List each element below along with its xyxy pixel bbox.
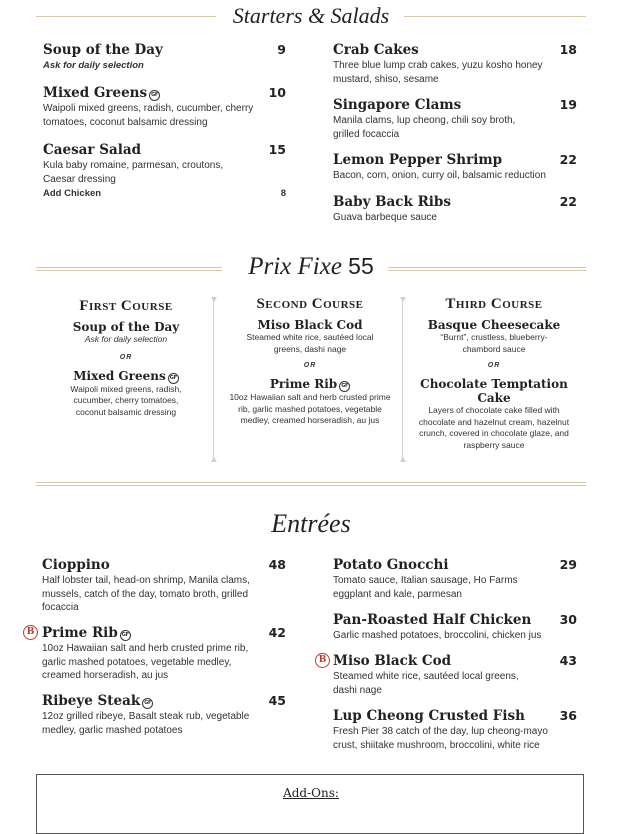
item-price: 29 bbox=[559, 557, 577, 572]
item-name-row bbox=[42, 693, 286, 709]
item-price: 22 bbox=[559, 152, 577, 167]
item-price: 19 bbox=[559, 97, 577, 112]
item-name-row bbox=[43, 85, 286, 101]
course-option-name: Chocolate Temptation Cake bbox=[420, 377, 568, 405]
menu-item-pan-roasted-half-chicken bbox=[333, 612, 577, 643]
item-name: Potato Gnocchi bbox=[333, 557, 449, 573]
item-desc: 12oz grilled ribeye, Basalt steak rub, vegetable medley, garlic mashed potatoes bbox=[42, 711, 250, 736]
course-option-name: Soup of the Day bbox=[72, 320, 180, 334]
item-price: 43 bbox=[559, 653, 577, 668]
course-option-name: Mixed Greens bbox=[73, 368, 166, 383]
course-option-desc: 10oz Hawaiian salt and herb crusted prime rib, garlic mashed potatoes, vegetable medley, creamed horseradish, au jus bbox=[229, 392, 391, 425]
gf-icon: GF bbox=[149, 90, 160, 101]
course-option-name-row bbox=[226, 377, 394, 392]
add-chicken-row bbox=[43, 188, 286, 199]
gf-icon: GF bbox=[120, 630, 131, 641]
item-desc: Ask for daily selection bbox=[43, 60, 144, 71]
item-price: 45 bbox=[268, 693, 286, 708]
item-price: 9 bbox=[277, 42, 286, 57]
menu-item-prime-rib bbox=[42, 625, 286, 683]
item-price: 30 bbox=[559, 612, 577, 627]
item-name: Prime Rib bbox=[42, 625, 118, 641]
second-course-column bbox=[226, 296, 394, 427]
course-option-name: Miso Black Cod bbox=[257, 318, 363, 332]
addons-title: Add-Ons: bbox=[283, 786, 339, 800]
item-desc: Half lobster tail, head-on shrimp, Manila clams, mussels, catch of the day, tomato broth, grilled focaccia bbox=[42, 575, 250, 613]
gf-icon: GF bbox=[168, 373, 179, 384]
item-price: 22 bbox=[559, 194, 577, 209]
prixfixe-title bbox=[0, 253, 622, 281]
course-option-desc: “Burnt”, crustless, blueberry-chambord sauce bbox=[440, 332, 548, 354]
item-price: 48 bbox=[268, 557, 286, 572]
item-name: Singapore Clams bbox=[333, 97, 462, 113]
gf-icon: GF bbox=[339, 381, 350, 392]
course-option-name-row bbox=[52, 369, 200, 384]
item-price: 15 bbox=[268, 142, 286, 157]
item-name: Caesar Salad bbox=[43, 142, 142, 158]
item-name: Mixed Greens bbox=[43, 85, 148, 101]
menu-item-cioppino bbox=[42, 557, 286, 615]
prixfixe-divider-2 bbox=[402, 298, 403, 461]
item-desc: Steamed white rice, sautéed local greens, dashi nage bbox=[333, 671, 519, 696]
menu-item-caesar-salad bbox=[43, 142, 286, 186]
item-desc: Garlic mashed potatoes, broccolini, chicken jus bbox=[333, 630, 542, 641]
menu-item-miso-black-cod bbox=[333, 653, 577, 697]
course-option-desc: Steamed white rice, sautéed local greens, dashi nage bbox=[246, 332, 374, 354]
or-label: OR bbox=[119, 353, 133, 361]
add-chicken-label: Add Chicken bbox=[43, 188, 102, 199]
prixfixe-price: 55 bbox=[348, 253, 374, 279]
addons-box bbox=[36, 774, 584, 834]
gf-icon: GF bbox=[142, 698, 153, 709]
item-desc: Three blue lump crab cakes, yuzu kosho honey mustard, shiso, sesame bbox=[333, 60, 543, 85]
course-option-desc: Waipoli mixed greens, radish, cucumber, cherry tomatoes, coconut balsamic dressing bbox=[70, 383, 182, 417]
signature-icon: B bbox=[315, 653, 330, 668]
course-title: Third Course bbox=[445, 296, 543, 312]
or-label: OR bbox=[487, 362, 501, 369]
menu-item-singapore-clams bbox=[333, 97, 577, 141]
item-name: Lemon Pepper Shrimp bbox=[333, 152, 503, 168]
menu-item-lemon-pepper-shrimp bbox=[333, 152, 577, 183]
item-name: Soup of the Day bbox=[43, 42, 163, 58]
item-name: Miso Black Cod bbox=[333, 653, 452, 669]
item-desc: Fresh Pier 38 catch of the day, lup cheong-mayo crust, shiitake mushroom, broccolini, white rice bbox=[333, 726, 548, 751]
item-desc: Manila clams, lup cheong, chili soy broth, grilled focaccia bbox=[333, 115, 516, 140]
prixfixe-bottom-rule bbox=[36, 482, 586, 486]
item-name: Crab Cakes bbox=[333, 42, 419, 58]
course-option-desc: Layers of chocolate cake filled with chocolate and hazelnut cream, hazelnut crunch, covered in chocolate glaze, and raspberry sauce bbox=[418, 405, 570, 450]
item-name: Cioppino bbox=[42, 557, 110, 573]
or-label: OR bbox=[303, 362, 317, 369]
signature-icon: B bbox=[23, 625, 38, 640]
menu-item-lup-cheong-crusted-fish bbox=[333, 708, 577, 752]
item-name: Baby Back Ribs bbox=[333, 194, 451, 210]
course-title: Second Course bbox=[256, 296, 364, 312]
item-name-row bbox=[42, 625, 286, 641]
course-option-name: Basque Cheesecake bbox=[427, 318, 561, 332]
item-desc: 10oz Hawaiian salt and herb crusted prime rib, garlic mashed potatoes, vegetable medley, creamed horseradish, au jus bbox=[42, 643, 249, 681]
menu-item-baby-back-ribs bbox=[333, 194, 577, 225]
course-title: First Course bbox=[79, 298, 173, 314]
prixfixe-divider-1 bbox=[213, 298, 214, 461]
item-name: Pan-Roasted Half Chicken bbox=[333, 612, 532, 628]
item-name: Lup Cheong Crusted Fish bbox=[333, 708, 525, 724]
item-desc: Guava barbeque sauce bbox=[333, 212, 437, 223]
menu-item-crab-cakes bbox=[333, 42, 577, 86]
starters-title: Starters & Salads bbox=[0, 3, 622, 29]
item-desc: Waipoli mixed greens, radish, cucumber, cherry tomatoes, coconut balsamic dressing bbox=[43, 103, 254, 128]
item-name: Ribeye Steak bbox=[42, 693, 141, 709]
menu-item-soup-of-the-day bbox=[43, 42, 286, 73]
course-option-desc: Ask for daily selection bbox=[84, 334, 168, 344]
add-chicken-price: 8 bbox=[280, 188, 286, 199]
course-option-name: Prime Rib bbox=[269, 377, 338, 391]
menu-item-ribeye-steak bbox=[42, 693, 286, 737]
item-price: 18 bbox=[559, 42, 577, 57]
first-course-column bbox=[52, 298, 200, 418]
item-price: 36 bbox=[559, 708, 577, 723]
item-price: 42 bbox=[268, 625, 286, 640]
prixfixe-title-text: Prix Fixe bbox=[248, 253, 342, 280]
item-desc: Bacon, corn, onion, curry oil, balsamic reduction bbox=[333, 170, 546, 181]
third-course-column bbox=[408, 296, 580, 451]
menu-item-potato-gnocchi bbox=[333, 557, 577, 601]
menu-item-mixed-greens bbox=[43, 85, 286, 129]
item-desc: Kula baby romaine, parmesan, croutons, Caesar dressing bbox=[43, 160, 224, 185]
item-desc: Tomato sauce, Italian sausage, Ho Farms eggplant and kale, parmesan bbox=[333, 575, 518, 600]
item-price: 10 bbox=[268, 85, 286, 100]
entrees-title: Entrées bbox=[0, 509, 622, 539]
